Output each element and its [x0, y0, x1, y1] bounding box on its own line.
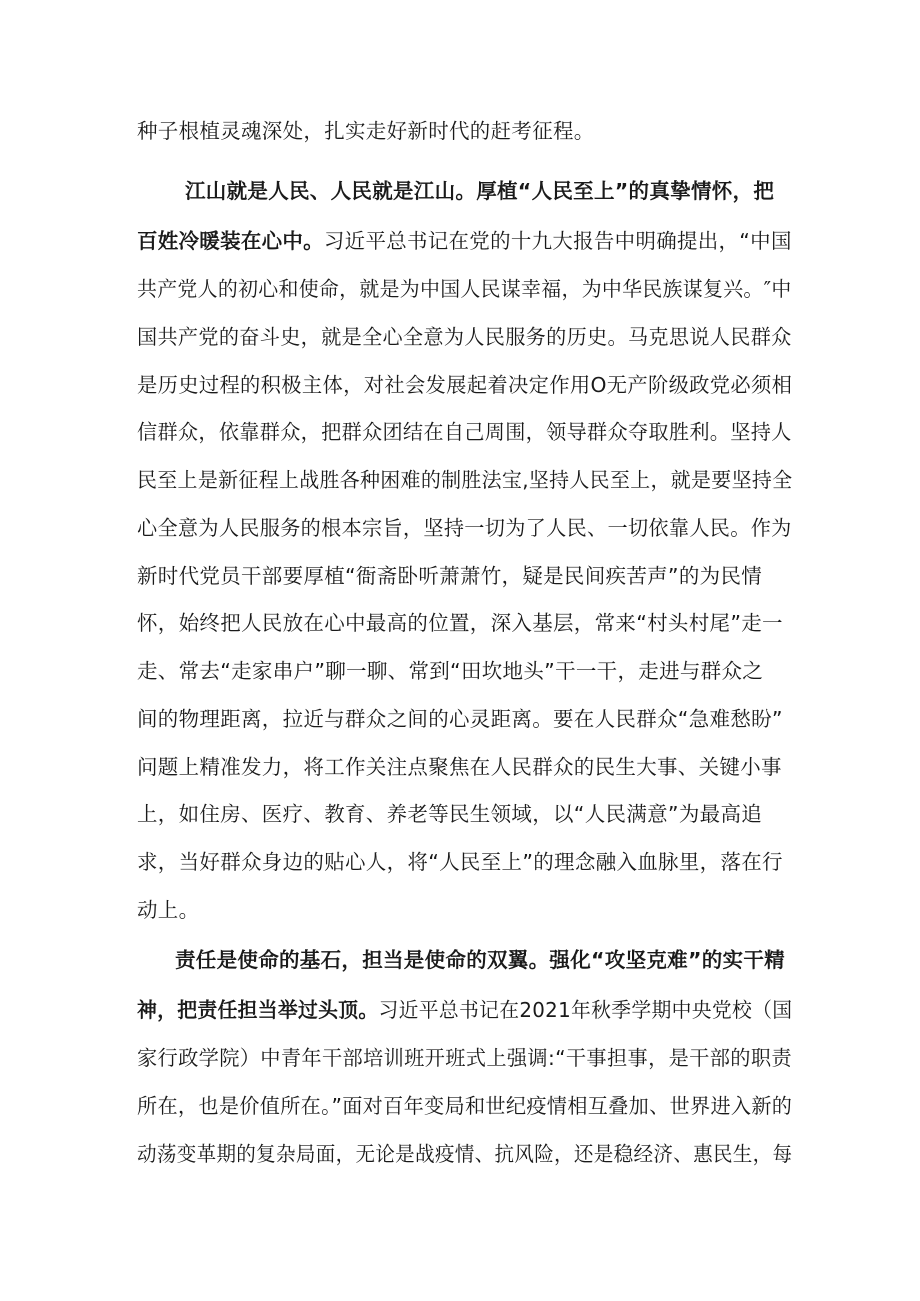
text-line: 新时代党员干部要厚植“衙斋卧听萧萧竹，疑是民间疾苦声”的为民情	[137, 564, 763, 588]
text-line: 间的物理距离，拉近与群众之间的心灵距离。要在人民群众“急难愁盼”	[137, 707, 783, 731]
text-line: 上，如住房、医疗、教育、养老等民生领域，以“人民满意”为最高追	[137, 802, 763, 826]
text-line: 种子根植灵魂深处，扎实走好新时代的赶考征程。	[137, 119, 595, 143]
text-line: 神，把责任担当举过头顶。习近平总书记在2021年秋季学期中央党校（国	[137, 998, 793, 1022]
paragraph-heading-line: 江山就是人民、人民就是江山。厚植“人民至上”的真挚情怀，把	[185, 179, 775, 203]
text-line: 问题上精准发力，将工作关注点聚焦在人民群众的民生大事、关键小事	[137, 755, 782, 779]
text-line: 怀，始终把人民放在心中最高的位置，深入基层，常来“村头村尾”走一	[137, 611, 783, 635]
text-line: 国共产党的奋斗史，就是全心全意为人民服务的历史。马克思说人民群众	[137, 325, 792, 349]
text-line: 共产党人的初心和使命，就是为中国人民谋幸福，为中华民族谋复兴。″中	[137, 277, 792, 301]
text-line: 所在，也是价值所在。”面对百年变局和世纪疫情相互叠加、世界进入新的	[137, 1094, 793, 1118]
text-line: 动上。	[137, 898, 200, 922]
paragraph-heading-line: 责任是使命的基石，担当是使命的双翼。强化“攻坚克难”的实干精	[175, 948, 785, 972]
text-line: 求，当好群众身边的贴心人，将“人民至上”的理念融入血脉里，落在行	[137, 850, 783, 874]
text-line: 家行政学院）中青年干部培训班开班式上强调:“干事担事，是干部的职责	[137, 1046, 792, 1070]
text-line: 信群众，依靠群众，把群众团结在自己周围，领导群众夺取胜利。坚持人	[137, 420, 792, 444]
text-line: 是历史过程的积极主体，对社会发展起着决定作用O无产阶级政党必须相	[137, 373, 793, 397]
text-line: 动荡变革期的复杂局面，无论是战疫情、抗风险，还是稳经济、惠民生，每	[137, 1142, 793, 1166]
text-line: 心全意为人民服务的根本宗旨，坚持一切为了人民、一切依靠人民。作为	[137, 516, 792, 540]
text-line: 走、常去“走家串户”聊一聊、常到“田坎地头”干一干，走进与群众之	[137, 659, 764, 683]
text-line: 民至上是新征程上战胜各种困难的制胜法宝,坚持人民至上，就是要坚持全	[137, 468, 793, 492]
text-line: 百姓冷暖装在心中。习近平总书记在党的十九大报告中明确提出，“中国	[137, 229, 792, 253]
